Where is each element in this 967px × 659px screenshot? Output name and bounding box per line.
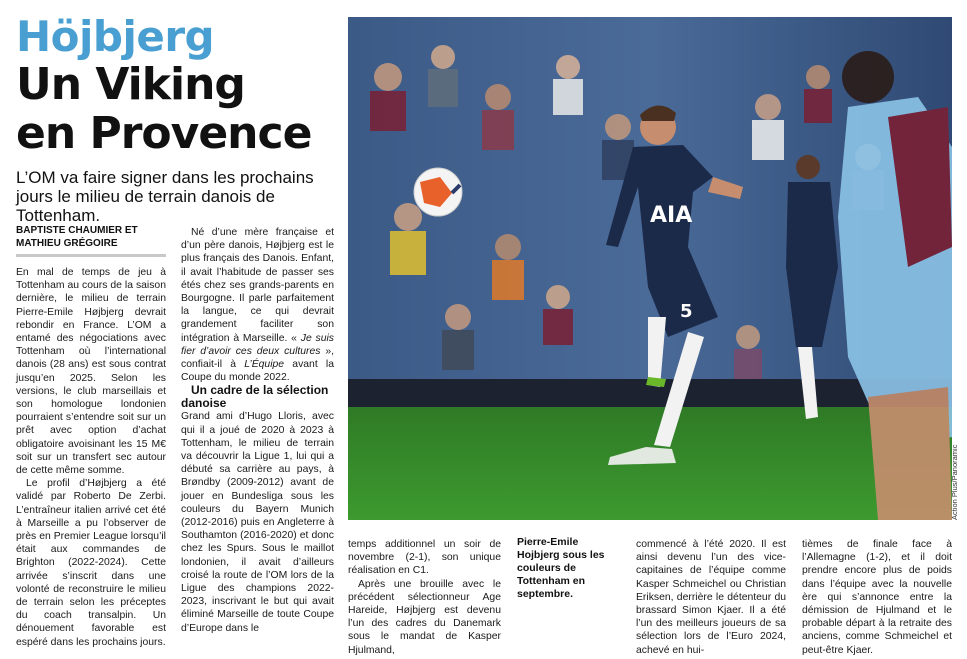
ball-icon [414, 168, 462, 216]
text-column-3 [348, 538, 501, 657]
paragraph: Après une brouille avec le précédent sélectionneur Age Hareide, Højbjerg est devenu l’un des cadres du Danemark sous le mandat de Kasper Hjulmand, [348, 578, 501, 656]
article-byline: BAPTISTE CHAUMIER ET MATHIEU GRÉGOIRE [16, 224, 166, 257]
article-standfirst: L’OM va faire signer dans les prochains jours le milieu de terrain danois de Tottenham. [16, 168, 314, 225]
text-run: avant la Coupe du monde 2022. [181, 359, 334, 384]
section-subhead: Un cadre de la sélection danoise [181, 383, 329, 411]
text-column-1 [16, 266, 166, 649]
paragraph: tièmes de finale face à l’Allemagne (1-2), et il doit prendre encore plus de poids dans l’équipe avec la nouvelle ère qui s’annonce entre la démission de Hjulmand et le probable départ à la retraite des anciens, comme Schmeichel et peut-être Kjaer. [802, 539, 952, 656]
paragraph: Grand ami d’Hugo Lloris, avec qui il a joué de 2020 à 2023 à Tottenham, le milieu de terrain va découvrir la Ligue 1, lui qui a débuté sa carrière au pays, à Brøndby (2009-2012) avant de jouer en Bundesliga sous les couleurs du Bayern Munich (2012-2016) puis en Angleterre à Southamton (2016-2020) et donc chez les Spurs. Sous le maillot londonien, il avait d’ailleurs croisé la route de l’OM lors de la Ligue des champions 2022-2023, inscrivant le but qui avait éliminé Marseille de toute Coupe d’Europe dans le [181, 411, 334, 634]
football-player-illustration [348, 17, 952, 520]
source-name: L’Équipe [244, 359, 285, 371]
text-run: », confiait-il à [181, 345, 334, 371]
quote: Je suis fier d’avoir ces deux cultures [181, 332, 335, 357]
text-run: Né d’une mère française et d’un père danois, Højbjerg est le plus français des Danois. Enfant, il avait l’habitude de passer ses étés chez ses grands-parents en Bourgogne. Il parle parfaitement la langue, ce qui devrait grandement faciliter son intégration à Marseille. « [181, 227, 334, 344]
headline-line-1: Un Viking [16, 59, 245, 110]
paragraph: temps additionnel un soir de novembre (2-1), son unique réalisation en C1. [348, 539, 501, 577]
text-column-4 [636, 538, 786, 657]
article-photo [348, 17, 952, 520]
jersey-number: 5 [680, 301, 693, 322]
text-column-5 [802, 538, 952, 657]
photo-caption: Pierre-Emile Hojbjerg sous les couleurs de Tottenham en septembre. [517, 536, 605, 600]
paragraph: commencé à l’été 2020. Il est ainsi devenu l’un des vice-capitaines de l’équipe comme Kasper Schmeichel ou Christian Eriksen, derrière le détenteur du brassard Simon Kjaer. Il a été l’un des meilleurs joueurs de sa sélection lors de l’Euro 2024, achevé en hui- [636, 539, 786, 656]
paragraph: Le profil d’Højbjerg a été validé par Roberto De Zerbi. L’entraîneur italien arrivé cet été à Marseille a pu l’observer de près en Premier League lorsqu’il était aux commandes de Brighton (2022-2024). Cette arrivée s’inscrit dans une volonté de reconstruire le milieu de terrain selon les préceptes du coach transalpin. Un dénouement favorable est espéré dans les prochains jours. [16, 478, 166, 648]
article-headline [16, 60, 336, 158]
text-column-2 [181, 226, 334, 635]
photo-credit: Action Plus/Panoramic [950, 444, 959, 520]
paragraph [181, 226, 334, 384]
headline-line-2: en Provence [16, 108, 312, 159]
article-kicker: Höjbjerg [16, 12, 215, 61]
jersey-sponsor: AIA [650, 203, 693, 228]
paragraph: En mal de temps de jeu à Tottenham au cours de la saison dernière, le milieu de terrain Pierre-Emile Højbjerg devrait rebondir en France. L’OM a entamé des négociations avec Tottenham où l’international danois (28 ans) est sous contrat jusqu’en 2025. Selon les versions, le club marseillais et son homologue londonien pourraient s’entendre soit sur un prêt avec option d’achat obligatoire avoisinant les 15 M€ soit sur un transfert sec autour de cette même somme. [16, 267, 166, 477]
